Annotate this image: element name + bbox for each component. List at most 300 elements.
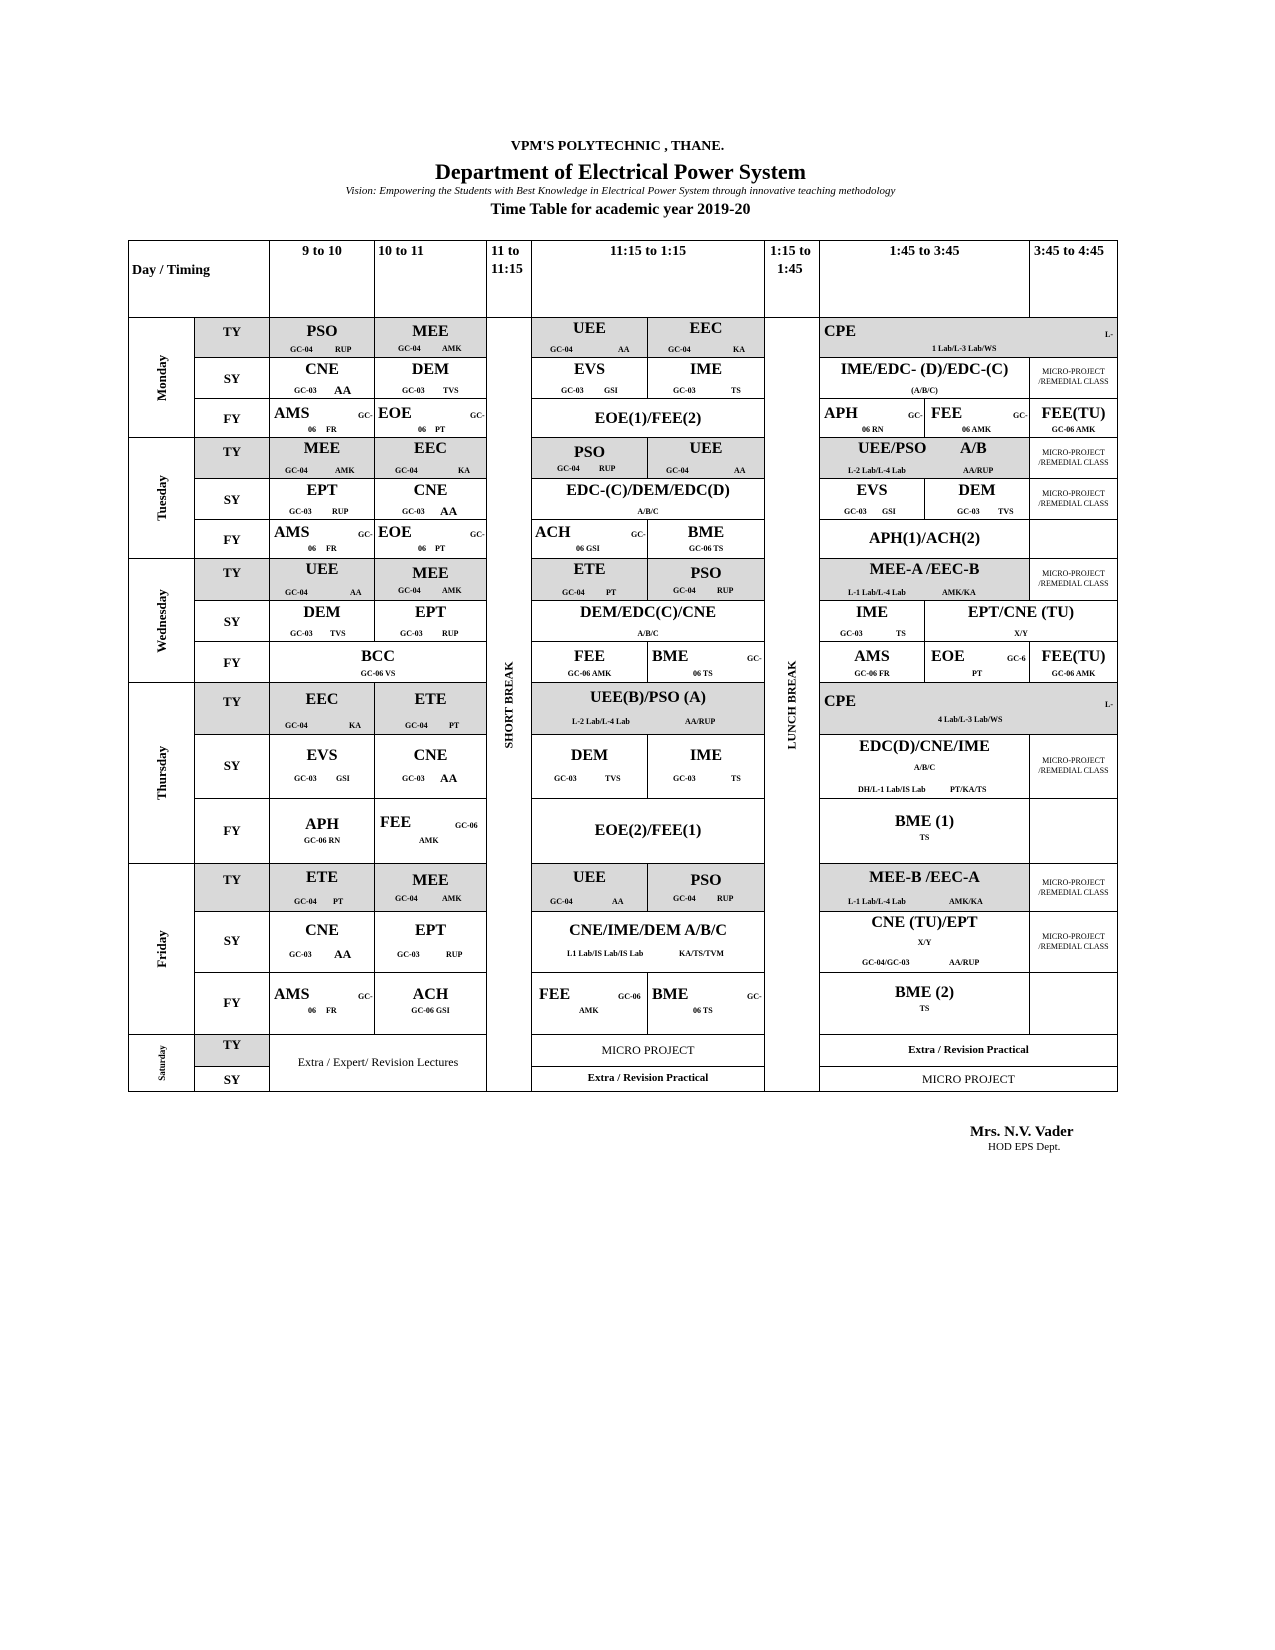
tue-sy-slot-5	[924, 478, 1030, 520]
teacher: PT	[435, 544, 446, 553]
header-col-1-label: 9 to 10	[302, 244, 342, 259]
room-number: 06	[308, 1006, 316, 1015]
thu-sy-slot-5	[819, 734, 1030, 799]
teacher: AA	[440, 771, 458, 785]
fri-ty-slot-2	[374, 863, 487, 912]
subject: MEE	[412, 872, 449, 889]
teacher: RUP	[442, 629, 459, 638]
mon-fy-slot-2	[374, 398, 487, 438]
subject: EVS	[856, 482, 888, 499]
subject: UEE	[689, 440, 723, 457]
teacher: GC-06 TS	[688, 544, 724, 553]
teacher: PT/KA/TS	[950, 785, 987, 794]
tue-ty-slot-3	[531, 437, 648, 479]
teacher: KA	[458, 466, 470, 475]
tue-ty-slot-1	[269, 437, 375, 479]
room: GC-04	[673, 586, 696, 595]
subject: FEE	[931, 405, 963, 422]
teacher: FR	[326, 544, 337, 553]
teacher: GC-06 VS	[360, 669, 396, 678]
room: GC-03	[290, 629, 313, 638]
thu-sy-slot-2	[374, 734, 487, 799]
year-thu-sy	[194, 734, 270, 799]
subject: IME	[856, 604, 888, 621]
teacher: AMK	[579, 1006, 599, 1015]
subject: IME	[690, 747, 722, 764]
teacher: PT	[435, 425, 446, 434]
year-tue-sy	[194, 478, 270, 520]
teacher: AMK/KA	[949, 897, 983, 906]
micro-project-label: MICRO-PROJECT	[1042, 878, 1105, 887]
mon-ty-slot-1	[269, 317, 375, 358]
room: GC-04	[285, 588, 308, 597]
subject: EOE	[931, 648, 965, 665]
year-label: TY	[222, 1037, 242, 1052]
subject: ETE	[414, 691, 447, 708]
fri-sy-slot-4	[819, 911, 1030, 973]
tue-fy-slot-6	[1029, 519, 1118, 559]
subject: PSO	[690, 872, 722, 889]
teacher: GC-06 AMK	[1051, 669, 1096, 678]
header-col-4-label: 11:15 to 1:15	[609, 244, 687, 259]
room: GC-03	[844, 507, 867, 516]
room: GC-03	[402, 507, 425, 516]
subject: CNE	[305, 361, 339, 378]
year-thu-ty	[194, 682, 270, 735]
teacher: AA/RUP	[949, 958, 980, 967]
teacher: AA	[350, 588, 362, 597]
remedial-class-label: /REMEDIAL CLASS	[1038, 942, 1109, 951]
day-friday	[128, 863, 195, 1035]
thu-fy-slot-1	[269, 798, 375, 864]
remedial-class-label: /REMEDIAL CLASS	[1038, 766, 1109, 775]
room: GC-03	[402, 774, 425, 783]
teacher: RUP	[335, 345, 352, 354]
thu-ty-slot-3	[531, 682, 765, 735]
teacher: GC-06 AMK	[1051, 425, 1096, 434]
sat-sy-practical	[531, 1066, 765, 1092]
room: GC-04	[395, 894, 418, 903]
header-col-2	[374, 240, 487, 318]
subject: ETE	[305, 869, 338, 886]
header-col-6	[819, 240, 1030, 318]
teacher: AMK	[335, 466, 355, 475]
day-monday	[128, 317, 195, 438]
remedial-class-label: /REMEDIAL CLASS	[1038, 888, 1109, 897]
tue-ty-slot-4	[647, 437, 765, 479]
subject: CNE/IME/DEM A/B/C	[569, 922, 727, 939]
fri-sy-slot-1	[269, 911, 375, 973]
room-number: 06	[308, 544, 316, 553]
subject: MEE	[303, 440, 341, 457]
teacher: AA	[618, 345, 630, 354]
room-number: 06	[418, 425, 426, 434]
teacher: RUP	[446, 950, 463, 959]
room: GC-04/GC-03	[862, 958, 910, 967]
room: GC-6	[1007, 654, 1026, 663]
lab-info: L-1 Lab/L-4 Lab	[848, 588, 906, 597]
room: GC-03	[397, 950, 420, 959]
teacher: GC-06 FR	[854, 669, 890, 678]
year-label: FY	[223, 532, 241, 547]
teacher: 06 RN	[862, 425, 884, 434]
subject: UEE/PSO	[858, 440, 927, 457]
lab-info: 1 Lab/L-3 Lab/WS	[932, 344, 997, 353]
subject: AMS	[854, 648, 890, 665]
micro-project-label: MICRO-PROJECT	[1042, 932, 1105, 941]
teacher: PT	[333, 897, 344, 906]
year-mon-fy	[194, 398, 270, 438]
room: GC-	[1013, 411, 1028, 420]
fri-ty-slot-1	[269, 863, 375, 912]
year-label: TY	[222, 324, 242, 339]
tue-fy-slot-2	[374, 519, 487, 559]
tue-sy-slot-4	[819, 478, 925, 520]
header-col-5-label-b: 1:45	[777, 262, 803, 277]
header-day-timing	[128, 240, 270, 318]
lab-prefix: L-	[1105, 330, 1113, 339]
hod-name: Mrs. N.V. Vader	[970, 1124, 1074, 1140]
tue-ty-slot-5	[819, 437, 1030, 479]
subject: MEE	[412, 323, 449, 340]
mon-sy-slot-4	[647, 357, 765, 399]
subject: CPE	[824, 323, 856, 340]
mon-ty-slot-5	[819, 317, 1118, 358]
thu-fy-slot-2	[374, 798, 487, 864]
year-fri-ty	[194, 863, 270, 912]
fri-sy-slot-2	[374, 911, 487, 973]
room-number: 06	[418, 544, 426, 553]
room: GC-	[631, 530, 646, 539]
room: GC-	[470, 411, 485, 420]
sat-micro-label: MICRO PROJECT	[601, 1043, 695, 1057]
teacher: AA/RUP	[963, 466, 994, 475]
teacher: RUP	[599, 464, 616, 473]
header-col-5	[764, 240, 820, 318]
thu-fy-slot-3	[531, 798, 765, 864]
teacher: FR	[326, 1006, 337, 1015]
teacher: RUP	[717, 586, 734, 595]
subject: FEE	[573, 648, 606, 665]
subject: PSO	[306, 323, 338, 340]
tue-sy-slot-2	[374, 478, 487, 520]
teacher: AMK	[442, 344, 462, 353]
tue-fy-slot-4	[647, 519, 765, 559]
subject: IME	[690, 361, 722, 378]
thu-sy-slot-1	[269, 734, 375, 799]
lab-info: L-2 Lab/L-4 Lab	[572, 717, 630, 726]
groups: (A/B/C)	[911, 386, 938, 395]
room: GC-06	[618, 992, 641, 1001]
room: GC-03	[294, 774, 317, 783]
year-sat-ty	[194, 1034, 270, 1067]
day-tuesday-label: Tuesday	[153, 475, 169, 521]
subject: CNE	[413, 747, 448, 764]
mon-sy-slot-3	[531, 357, 648, 399]
subject: PSO	[690, 565, 722, 582]
subject: FEE	[380, 814, 412, 831]
year-tue-fy	[194, 519, 270, 559]
wed-sy-slot-3	[531, 600, 765, 642]
teacher: TVS	[998, 507, 1014, 516]
header-col-5-label-a: 1:15 to	[770, 244, 811, 259]
thu-ty-slot-1	[269, 682, 375, 735]
teacher: TVS	[330, 629, 346, 638]
year-fri-sy	[194, 911, 270, 973]
room: GC-06	[455, 821, 478, 830]
lab-info: L-2 Lab/L-4 Lab	[848, 466, 906, 475]
room: GC-03	[673, 386, 696, 395]
subject: BME	[652, 648, 689, 665]
teacher: TS	[919, 1004, 930, 1013]
mon-fy-slot-1	[269, 398, 375, 438]
room: GC-03	[840, 629, 863, 638]
micro-project-label: MICRO-PROJECT	[1042, 569, 1105, 578]
thu-fy-slot-5	[1029, 798, 1118, 864]
subject: BME (1)	[894, 813, 955, 830]
day-tuesday	[128, 437, 195, 559]
fri-sy-slot-5	[1029, 911, 1118, 973]
sat-lectures-label: Extra / Expert/ Revision Lectures	[297, 1055, 459, 1069]
header-col-3-label-a: 11 to	[491, 244, 520, 259]
room: GC-04	[395, 466, 418, 475]
header-col-3-label-b: 11:15	[491, 262, 523, 277]
subject: CNE (TU)/EPT	[871, 914, 978, 931]
groups: X/Y	[1014, 629, 1028, 638]
remedial-class-label: /REMEDIAL CLASS	[1038, 458, 1109, 467]
room: GC-04	[398, 344, 421, 353]
subject: UEE(B)/PSO (A)	[590, 689, 706, 706]
room: GC-03	[294, 386, 317, 395]
subject: EPT/CNE (TU)	[967, 604, 1075, 621]
subject: EOE(1)/FEE(2)	[594, 410, 702, 427]
year-wed-ty	[194, 558, 270, 601]
tue-ty-slot-2	[374, 437, 487, 479]
thu-ty-slot-4	[819, 682, 1118, 735]
room: GC-04	[666, 466, 689, 475]
wed-ty-slot-5	[819, 558, 1030, 601]
year-label: FY	[223, 823, 241, 838]
tue-sy-slot-1	[269, 478, 375, 520]
thu-sy-slot-3	[531, 734, 648, 799]
room: GC-04	[285, 721, 308, 730]
sat-micro-label: MICRO PROJECT	[921, 1072, 1016, 1086]
lab-info: DH/L-1 Lab/IS Lab	[858, 785, 926, 794]
header-day-timing-label: Day / Timing	[132, 263, 211, 278]
fri-fy-slot-5	[819, 972, 1030, 1035]
teacher: AMK/KA	[942, 588, 976, 597]
sat-practical-label: Extra / Revision Practical	[908, 1044, 1029, 1056]
room: GC-	[358, 530, 373, 539]
room: GC-03	[289, 950, 312, 959]
lab-info: 4 Lab/L-3 Lab/WS	[938, 715, 1003, 724]
subject: APH(1)/ACH(2)	[868, 530, 981, 547]
room: GC-03	[957, 507, 980, 516]
room-number: 06	[308, 425, 316, 434]
subject: UEE	[573, 320, 606, 337]
day-wednesday	[128, 558, 195, 683]
teacher: AA/RUP	[685, 717, 716, 726]
room: GC-04	[405, 721, 428, 730]
header-col-7-label: 3:45 to 4:45	[1034, 244, 1104, 259]
teacher: AA	[334, 947, 352, 961]
year-sat-sy	[194, 1066, 270, 1092]
subject: EVS	[573, 361, 606, 378]
wed-sy-slot-4	[819, 600, 925, 642]
year-label: FY	[223, 655, 241, 670]
year-mon-sy	[194, 357, 270, 399]
vision-statement: Vision: Empowering the Students with Best Knowledge in Electrical Power System through innovative teaching methodology	[345, 185, 896, 197]
subject: DEM	[570, 747, 609, 764]
year-label: TY	[222, 872, 242, 887]
sat-practical-label: Extra / Revision Practical	[587, 1072, 709, 1084]
subject: ACH	[535, 524, 571, 541]
year-mon-ty	[194, 317, 270, 358]
mon-ty-slot-4	[647, 317, 765, 358]
teacher: 06 TS	[693, 669, 713, 678]
wed-fy-slot-4	[819, 641, 925, 683]
subject: EPT	[414, 604, 447, 621]
subject: EEC	[414, 440, 447, 457]
wed-fy-slot-6	[1029, 641, 1118, 683]
timetable-title: Time Table for academic year 2019-20	[490, 201, 751, 218]
year-label: TY	[222, 565, 242, 580]
teacher: TS	[731, 386, 741, 395]
subject: DEM/EDC(C)/CNE	[580, 604, 716, 621]
teacher: RUP	[332, 507, 349, 516]
subject: UEE	[573, 869, 606, 886]
header-col-3	[486, 240, 532, 318]
room: GC-	[358, 411, 373, 420]
subject: EOE(2)/FEE(1)	[594, 822, 702, 839]
subject: EPT	[414, 922, 447, 939]
subject: MEE	[412, 565, 449, 582]
year-wed-fy	[194, 641, 270, 683]
subject: EPT	[306, 482, 338, 499]
teacher: KA/TS/TVM	[679, 949, 724, 958]
year-label: SY	[223, 614, 241, 629]
room: GC-04	[550, 345, 573, 354]
subject: MEE-B /EEC-A	[869, 869, 980, 886]
tue-fy-slot-1	[269, 519, 375, 559]
mon-fy-slot-5	[924, 398, 1030, 438]
teacher: AA	[334, 383, 352, 397]
subject: IME/EDC- (D)/EDC-(C)	[840, 361, 1009, 378]
year-label: SY	[223, 492, 241, 507]
day-thursday-label: Thursday	[153, 745, 169, 801]
room: GC-	[747, 992, 762, 1001]
lab-info: L1 Lab/IS Lab/IS Lab	[567, 949, 644, 958]
subject: MEE-A /EEC-B	[869, 561, 980, 578]
subject: ETE	[573, 561, 606, 578]
subject: BME	[687, 524, 725, 541]
subject: CNE	[413, 482, 448, 499]
year-label: FY	[223, 411, 241, 426]
day-wednesday-label: Wednesday	[153, 588, 169, 653]
teacher: FR	[326, 425, 337, 434]
teacher: PT	[606, 588, 617, 597]
subject: AMS	[274, 986, 310, 1003]
year-label: FY	[223, 995, 241, 1010]
room: GC-04	[290, 345, 313, 354]
subject: EOE	[378, 524, 412, 541]
remedial-class-label: /REMEDIAL CLASS	[1038, 377, 1109, 386]
mon-ty-slot-2	[374, 317, 487, 358]
wed-sy-slot-5	[924, 600, 1118, 642]
fri-fy-slot-6	[1029, 972, 1118, 1035]
subject: BCC	[361, 648, 395, 665]
room: GC-04	[398, 586, 421, 595]
subject: AMS	[274, 405, 310, 422]
subject: FEE(TU)	[1041, 648, 1106, 665]
subject: DEM	[303, 604, 341, 621]
teacher: TS	[731, 774, 741, 783]
teacher: PT	[972, 669, 983, 678]
tue-sy-slot-6	[1029, 478, 1118, 520]
day-monday-label: Monday	[153, 354, 169, 401]
teacher: AA	[440, 504, 458, 518]
room: GC-	[908, 411, 923, 420]
year-thu-fy	[194, 798, 270, 864]
teacher: GSI	[336, 774, 350, 783]
remedial-class-label: /REMEDIAL CLASS	[1038, 579, 1109, 588]
room: GC-	[358, 992, 373, 1001]
wed-ty-slot-6	[1029, 558, 1118, 601]
fri-fy-slot-2	[374, 972, 487, 1035]
teacher: GC-06 RN	[303, 836, 341, 845]
short-break	[486, 317, 532, 1092]
wed-fy-slot-2	[531, 641, 648, 683]
thu-ty-slot-2	[374, 682, 487, 735]
remedial-class-label: /REMEDIAL CLASS	[1038, 499, 1109, 508]
room: GC-03	[402, 386, 425, 395]
teacher: 06 GSI	[576, 544, 600, 553]
wed-ty-slot-1	[269, 558, 375, 601]
teacher: AA	[612, 897, 624, 906]
subject: FEE	[539, 986, 571, 1003]
fri-ty-slot-4	[647, 863, 765, 912]
tue-ty-slot-6	[1029, 437, 1118, 479]
hod-title: HOD EPS Dept.	[988, 1141, 1061, 1153]
wed-fy-slot-1	[269, 641, 487, 683]
subject: APH	[824, 405, 858, 422]
subject: EVS	[306, 747, 338, 764]
subject: BME (2)	[894, 984, 955, 1001]
micro-project-label: MICRO-PROJECT	[1042, 367, 1105, 376]
micro-project-label: MICRO-PROJECT	[1042, 489, 1105, 498]
fri-ty-slot-5	[819, 863, 1030, 912]
micro-project-label: MICRO-PROJECT	[1042, 756, 1105, 765]
teacher: KA	[349, 721, 361, 730]
header-col-6-label: 1:45 to 3:45	[889, 244, 960, 259]
room: GC-04	[285, 466, 308, 475]
teacher: PT	[449, 721, 460, 730]
year-label: SY	[223, 371, 241, 386]
room: GC-03	[289, 507, 312, 516]
mon-sy-slot-2	[374, 357, 487, 399]
teacher: GC-06 AMK	[567, 669, 612, 678]
subject: UEE	[305, 561, 339, 578]
subject: EDC-(C)/DEM/EDC(D)	[566, 482, 730, 499]
sat-ty-micro	[531, 1034, 765, 1067]
room: GC-03	[554, 774, 577, 783]
subject: AMS	[274, 524, 310, 541]
wed-ty-slot-3	[531, 558, 648, 601]
header-col-4	[531, 240, 765, 318]
groups: A/B/C	[913, 763, 936, 772]
tue-sy-slot-3	[531, 478, 765, 520]
wed-fy-slot-3	[647, 641, 765, 683]
